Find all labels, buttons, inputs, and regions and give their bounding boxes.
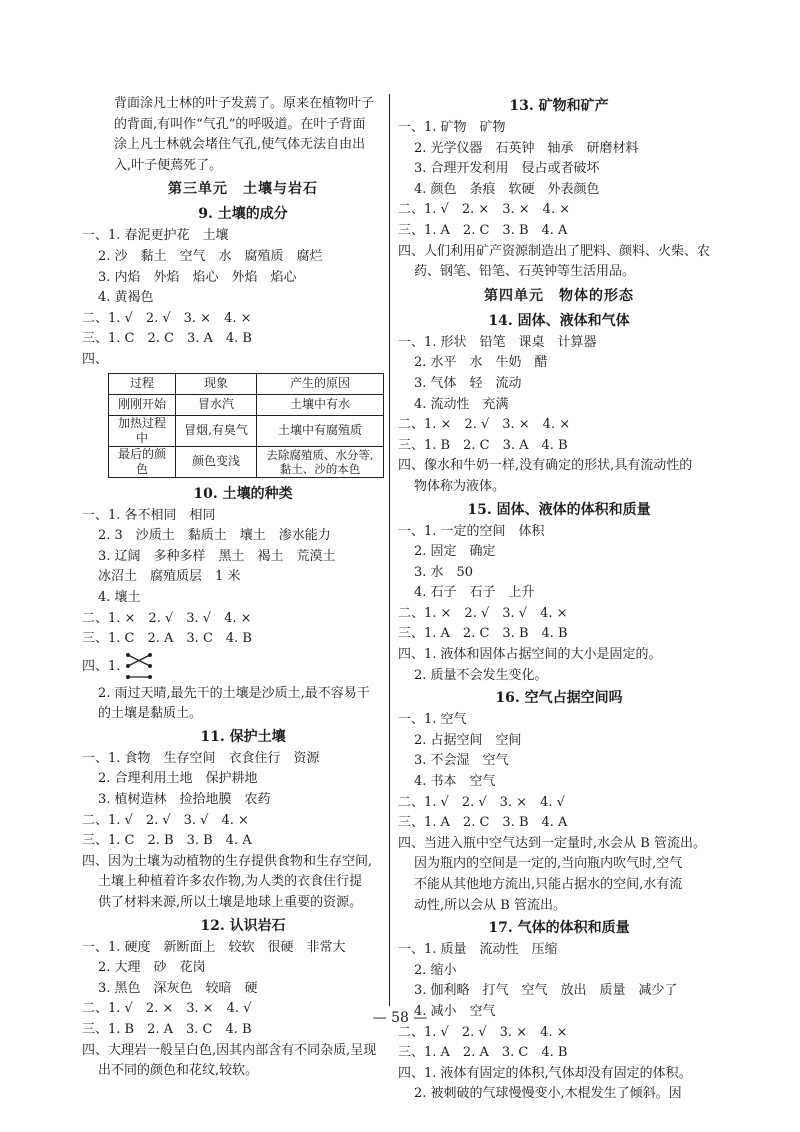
answer-line: 二、1. √ 2. × 3. × 4. × <box>398 202 571 218</box>
answer-line: 四、因为土壤为动植物的生存提供食物和生存空间, <box>82 853 373 869</box>
answer-line: 四、 <box>82 351 109 367</box>
answer-label: 四、1. <box>82 658 121 674</box>
answer-line: 3. 合理开发利用 侵占或者破坏 <box>414 161 600 177</box>
answer-line: 二、1. √ 2. √ 3. √ 4. × <box>82 812 249 828</box>
answer-line: 一、1. 空气 <box>398 712 467 728</box>
right-column <box>398 94 720 1105</box>
table-cell: 土壤中有腐殖质 <box>257 415 384 446</box>
answer-line: 2. 光学仪器 石英钟 轴承 研磨材料 <box>414 140 639 156</box>
answer-line: 出不同的颜色和花纹,较软。 <box>98 1063 259 1079</box>
answer-line: 四、人们利用矿产资源制造出了肥料、颜料、火柴、农 <box>398 243 711 259</box>
table-cell: 土壤中有水 <box>257 394 384 415</box>
answer-line: 三、1. B 2. A 3. C 4. B <box>82 1022 252 1037</box>
answer-line: 2. 固定 确定 <box>414 544 496 560</box>
table-cell: 刚刚开始 <box>109 394 176 415</box>
answer-line: 2. 被刺破的气球慢慢变小,木棍发生了倾斜。因 <box>414 1086 682 1102</box>
answer-line: 三、1. A 2. C 3. B 4. B <box>398 626 568 642</box>
answer-line: 2. 水平 水 牛奶 醋 <box>414 355 548 371</box>
table-header-row <box>109 373 384 394</box>
table-cell: 加热过程中 <box>109 415 176 446</box>
answer-line: 冰沼土 腐殖质层 1 米 <box>98 569 241 585</box>
left-column <box>82 94 404 1082</box>
answer-line: 3. 气体 轻 流动 <box>414 375 522 391</box>
answer-line: 二、1. √ 2. √ 3. × 4. × <box>82 310 252 326</box>
answer-line: 二、1. √ 2. √ 3. × 4. √ <box>398 794 565 810</box>
answer-line: 二、1. √ 2. √ 3. × 4. × <box>398 1024 568 1040</box>
answer-line: 二、1. √ 2. × 3. × 4. √ <box>82 1001 252 1017</box>
section-13-title: 13. 矿物和矿产 <box>509 98 609 114</box>
answer-line: 3. 辽阔 多种多样 黑土 褐土 荒漠土 <box>98 548 336 564</box>
table-header: 现象 <box>176 373 257 394</box>
answer-line: 一、1. 食物 生存空间 衣食住行 资源 <box>82 750 320 766</box>
answer-line: 四、1. 液体和固体占据空间的大小是固定的。 <box>398 647 662 663</box>
answer-line: 4. 流动性 充满 <box>414 396 509 412</box>
section-17-title: 17. 气体的体积和质量 <box>488 920 630 937</box>
answer-line: 2. 3 沙质土 黏质土 壤土 渗水能力 <box>98 528 331 544</box>
section-12-title: 12. 认识岩石 <box>200 917 286 934</box>
answer-line: 药、钢笔、铅笔、石英钟等生活用品。 <box>414 264 636 280</box>
answer-line: 一、1. 硬度 新断面上 较软 很硬 非常大 <box>82 939 346 955</box>
answer-line: 2. 缩小 <box>414 962 457 978</box>
section-15-title: 15. 固体、液体的体积和质量 <box>467 501 651 518</box>
answer-line: 2. 大理 砂 花岗 <box>98 960 206 976</box>
intro-line: 背面涂凡士林的叶子发蔫了。原来在植物叶子 <box>114 96 375 111</box>
answer-line: 3. 伽利略 打气 空气 放出 质量 减少了 <box>414 983 678 999</box>
table-cell: 颜色变浅 <box>176 446 257 477</box>
answer-line: 的土壤是黏质土。 <box>98 706 203 722</box>
answer-line: 一、1. 矿物 矿物 <box>398 120 506 135</box>
answer-line: 因为瓶内的空间是一定的,当向瓶内吹气时,空气 <box>414 856 683 872</box>
answer-line: 一、1. 春泥更护花 土壤 <box>82 228 229 244</box>
answer-line: 4. 书本 空气 <box>414 774 496 790</box>
answer-line: 一、1. 各不相同 相同 <box>82 507 216 523</box>
answer-line: 2. 质量不会发生变化。 <box>414 667 548 683</box>
answer-line: 三、1. A 2. A 3. C 4. B <box>398 1045 568 1061</box>
section-16-title: 16. 空气占据空间吗 <box>495 690 623 707</box>
answer-line: 四、当进入瓶中空气达到一定量时,水会从 B 管流出。 <box>398 835 706 851</box>
answer-line: 三、1. A 2. C 3. B 4. A <box>398 222 568 238</box>
answer-line: 2. 占据空间 空间 <box>414 732 522 748</box>
intro-line: 的背面,有叫作“气孔”的呼吸道。在叶子背面 <box>114 116 366 132</box>
answer-line: 3. 不会湿 空气 <box>414 753 509 769</box>
table-header: 过程 <box>109 373 176 394</box>
answer-line: 四、大理岩一般呈白色,因其内部含有不同杂质,呈现 <box>82 1042 377 1058</box>
answer-line: 4. 石子 石子 上升 <box>414 585 535 601</box>
matching-lines-diagram <box>125 651 153 681</box>
answer-line: 物体称为液体。 <box>414 478 506 494</box>
answer-line: 一、1. 形状 铅笔 课桌 计算器 <box>398 334 597 350</box>
answer-line: 三、1. C 2. C 3. A 4. B <box>82 331 252 347</box>
answer-line: 3. 内焰 外焰 焰心 外焰 焰心 <box>98 269 297 285</box>
table-row <box>109 446 384 477</box>
section-11-title: 11. 保护土壤 <box>200 728 286 745</box>
soil-heating-table <box>108 373 384 478</box>
table-cell: 最后的颜色 <box>109 446 176 477</box>
answer-line: 三、1. C 2. A 3. C 4. B <box>82 631 252 647</box>
table-cell: 冒水汽 <box>176 394 257 415</box>
answer-line-with-diagram <box>82 650 404 684</box>
answer-line: 土壤上种植着许多农作物,为人类的衣食住行提 <box>98 874 363 890</box>
answer-line: 4. 减小 空气 <box>414 1003 496 1019</box>
answer-line: 动性,所以会从 B 管流出。 <box>414 897 566 913</box>
table-row <box>109 415 384 446</box>
answer-line: 二、1. × 2. √ 3. √ 4. × <box>82 610 252 626</box>
table-row <box>109 394 384 415</box>
section-14-title: 14. 固体、液体和气体 <box>488 312 630 329</box>
answer-line: 2. 合理利用土地 保护耕地 <box>98 771 258 787</box>
answer-line: 3. 黑色 深灰色 较暗 硬 <box>98 980 258 996</box>
unit3-title: 第三单元 土壤与岩石 <box>168 181 318 198</box>
answer-line: 三、1. B 2. C 3. A 4. B <box>398 437 568 453</box>
answer-line: 供了材料来源,所以土壤是地球上重要的资源。 <box>98 895 363 911</box>
answer-line: 不能从其他地方流出,只能占据水的空间,水有流 <box>414 877 683 892</box>
answer-line: 2. 沙 黏土 空气 水 腐殖质 腐烂 <box>98 248 323 264</box>
unit4-title: 第四单元 物体的形态 <box>484 287 634 304</box>
answer-line: 四、1. 液体有固定的体积,气体却没有固定的体积。 <box>398 1065 692 1081</box>
table-header: 产生的原因 <box>257 373 384 394</box>
answer-line: 4. 壤土 <box>98 589 141 605</box>
answer-line: 三、1. C 2. B 3. B 4. A <box>82 833 252 849</box>
answer-line: 四、像水和牛奶一样,没有确定的形状,具有流动性的 <box>398 458 693 474</box>
answer-line: 3. 水 50 <box>414 564 474 580</box>
intro-line: 涂上凡士林就会堵住气孔,使气体无法自由出 <box>114 137 366 153</box>
section-10-title: 10. 土壤的种类 <box>193 485 293 502</box>
intro-line: 入,叶子便蔫死了。 <box>114 157 223 173</box>
answer-line: 4. 颜色 条痕 软硬 外表颜色 <box>414 181 600 197</box>
section-9-title: 9. 土壤的成分 <box>198 206 288 223</box>
answer-line: 一、1. 质量 流动性 压缩 <box>398 942 558 958</box>
table-cell: 冒烟,有臭气 <box>176 415 257 446</box>
table-cell: 去除腐殖质、水分等,黏土、沙的本色 <box>257 446 384 477</box>
answer-line: 三、1. A 2. C 3. B 4. A <box>398 815 568 831</box>
answer-line: 2. 雨过天晴,最先干的土壤是沙质土,最不容易干 <box>98 685 370 701</box>
page-number: — 58 — <box>372 1010 428 1026</box>
answer-line: 二、1. × 2. √ 3. × 4. × <box>398 417 571 433</box>
answer-line: 一、1. 一定的空间 体积 <box>398 523 545 539</box>
answer-line: 3. 植树造林 捡拾地膜 农药 <box>98 792 271 808</box>
answer-line: 4. 黄褐色 <box>98 290 154 306</box>
answer-line: 二、1. × 2. √ 3. √ 4. × <box>398 605 568 621</box>
